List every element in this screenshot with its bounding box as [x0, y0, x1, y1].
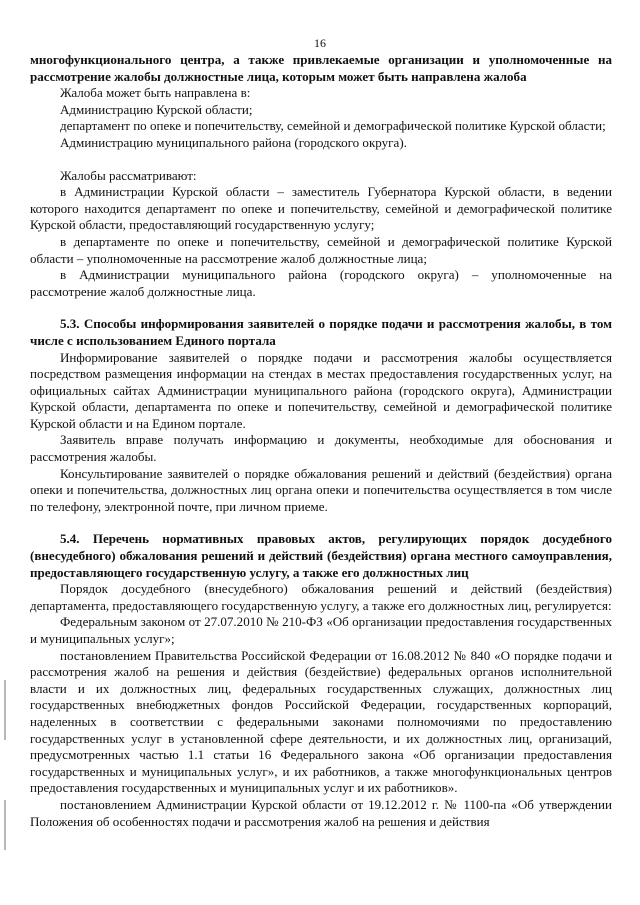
scan-margin-mark — [4, 680, 6, 740]
paragraph: постановлением Правительства Российской Федерации от 16.08.2012 № 840 «О порядке подачи и рассмотрения жалоб на решения и действия (бездействие) федеральных органов исполнительной власти и их должностных лиц, федеральных государственных служащих, должностных лиц государственных внебюджетных фондов Российской Федерации, государственных корпораций, наделенных в соответствии с федеральными законами полномочиями по предоставлению государственных услуг в установленной сфере деятельности, и их должностных лиц, организаций, предусмотренных частью 1.1 статьи 16 Федерального закона «Об организации предоставления государственных и муниципальных услуг», и их работников, а также многофункциональных центров предоставления государственных и муниципальных услуг и их работников». — [30, 647, 612, 796]
paragraph: Заявитель вправе получать информацию и документы, необходимые для обоснования и рассмотрения жалобы. — [30, 432, 612, 465]
scan-margin-mark — [4, 800, 6, 850]
paragraph: постановлением Администрации Курской области от 19.12.2012 г. № 1100-па «Об утверждении Положения об особенностях подачи и рассмотрения жалоб на решения и действия — [30, 796, 612, 829]
paragraph: департамент по опеке и попечительству, семейной и демографической политике Курской области; — [60, 118, 606, 134]
section-heading: 5.3. Способы информирования заявителей о порядке подачи и рассмотрения жалобы, в том числе с использованием Единого портала — [30, 316, 612, 348]
paragraph: Консультирование заявителей о порядке обжалования решений и действий (бездействия) органа опеки и попечительства, должностных лиц органа опеки и попечительства осуществляется в том числе по телефону, электронной почте, при личном приеме. — [30, 465, 612, 514]
paragraph: Информирование заявителей о порядке подачи и рассмотрения жалобы осуществляется посредством размещения информации на стендах в местах предоставления государственных услуг, на официальных сайтах Администрации муниципального района (городского округа), Администрации Курской области, департамента по опеке и попечительству, семейной и демографической политике Курской области и на Едином портале. — [30, 349, 612, 431]
paragraph: Жалобы рассматривают: — [60, 167, 197, 183]
page-number: 16 — [314, 36, 326, 50]
paragraph: в Администрации муниципального района (городского округа) – уполномоченные на рассмотрение жалоб должностные лица. — [30, 267, 612, 299]
paragraph: Федеральным законом от 27.07.2010 № 210-ФЗ «Об организации предоставления государственных и муниципальных услуг»; — [30, 614, 612, 646]
paragraph: Жалоба может быть направлена в: — [60, 85, 251, 101]
paragraph: Администрацию Курской области; — [60, 101, 253, 117]
section-heading-continued: многофункционального центра, а также привлекаемые организации и уполномоченные на рассмотрение жалобы должностные лица, которым может быть направлена жалоба — [30, 52, 612, 84]
paragraph: в департаменте по опеке и попечительству, семейной и демографической политике Курской области – уполномоченные на рассмотрение жалоб должностные лица; — [30, 233, 612, 266]
paragraph: Порядок досудебного (внесудебного) обжалования решений и действий (бездействия) департамента, предоставляющего государственную услугу, а также его должностных лиц, регулируется: — [30, 581, 612, 613]
section-heading: 5.4. Перечень нормативных правовых актов, регулирующих порядок досудебного (внесудебного) обжалования решений и действий (бездействия) органа местного самоуправления, предоставляющего государственную услугу, а также его должностных лиц — [30, 531, 612, 580]
paragraph: Администрацию муниципального района (городского округа). — [60, 134, 407, 150]
document-page — [30, 36, 612, 830]
paragraph: в Администрации Курской области – заместитель Губернатора Курской области, в ведении которого находится департамент по опеке и попечительству, семейной и демографической политике Курской области, предоставляющий государственную услугу; — [30, 184, 612, 233]
